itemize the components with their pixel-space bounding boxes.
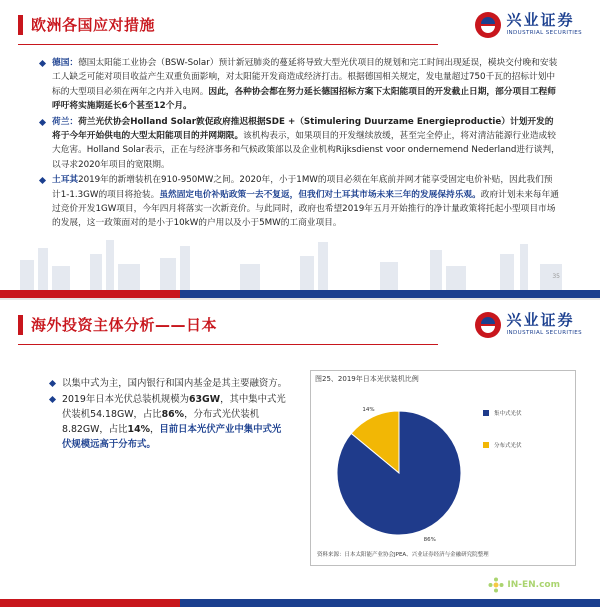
bullet-list (40, 56, 560, 232)
slide-title: 海外投资主体分析——日本 (31, 316, 218, 334)
bullet-item (50, 392, 290, 452)
bullet-text: 该机构表示，如果项目的开发继续放缓，甚至完全停止，将对清洁能源行业造成较大危害。Holland Solar表示，正在与经济事务和气候政策部以及企业机构Rijksdienst voor ondernemend Nederland进行谈判，以寻求2020年项目的宽限期。 (52, 131, 560, 170)
bullet-text: ，分布式光伏装机8.82GW，占比 (62, 409, 260, 435)
bullet-text: 政府计划未来每年通过竞价开发1GW项目，今年四月将落实一次新竞价。与此同时，政府也希望2019年五月开始推行的净计量政策将托起小型项目市场的发展，这一政策面对的是小于10kW的户用以及小于5MW的工商业项目。 (52, 189, 559, 229)
slide-europe-measures (0, 0, 600, 298)
pie-chart-panel (310, 370, 576, 566)
page-number: 35 (552, 273, 560, 280)
footer-bar (0, 290, 600, 298)
company-logo (475, 312, 583, 338)
bullet-text: 虽然固定电价补贴政策一去不复返，但我们对土耳其市场未来三年的发展保持乐观。 (159, 189, 481, 200)
bullet-text: 德国太阳能工业协会（BSW-Solar）预计新冠肺炎的蔓延将导致大型光伏项目的规划和完工时间出现延误，模块交付晚和安装工人缺乏可能对项目收益产生双重负面影响，对太阳能开发商造成经济打击。根据德国相关规定，发电量超过750千瓦的招标计划中标的大型项目必须在两年之内并入电网。 (52, 58, 558, 97)
slide-title: 欧洲各国应对措施 (31, 16, 156, 34)
bullet-item (40, 56, 560, 114)
pie-chart (311, 371, 577, 567)
title-accent-mark (18, 15, 23, 35)
bullet-list (50, 376, 290, 453)
bullet-text: 因此，各种协会都在努力延长德国招标方案下太阳能项目的开发截止日期，部分项目工程师呼吁将实施期延长6个甚至12个月。 (52, 86, 556, 112)
bullet-text: 以集中式为主，国内银行和国内基金是其主要融资方。 (62, 378, 288, 389)
logo-en-text: INDUSTRIAL SECURITIES (506, 330, 582, 337)
legend-swatch (483, 410, 489, 416)
title-rule (18, 344, 438, 345)
bullet-text: 2019年的新增装机在910-950MW之间。2020年，小于1MW的项目必须在年底前并网才能享受固定电价补贴，因此我们预计1-1.3GW的项目将抢装。 (52, 175, 553, 200)
site-watermark (488, 577, 560, 593)
bullet-text: 2019年日本光伏总装机规模为 (62, 394, 189, 405)
bullet-text: ，其中集中式光伏装机54.18GW，占比 (62, 394, 286, 420)
company-logo (475, 12, 583, 38)
legend-swatch (483, 442, 489, 448)
slice-data-label: 86% (423, 537, 436, 544)
bullet-text: 63GW (189, 394, 221, 405)
legend-item (483, 441, 522, 449)
title-rule (18, 44, 438, 45)
chart-title: 图25、2019年日本光伏装机比例 (315, 375, 419, 383)
slice-data-label: 14% (362, 406, 375, 413)
logo-en-text: INDUSTRIAL SECURITIES (506, 30, 582, 37)
sun-flower-icon (488, 577, 504, 593)
bullet-label: 德国： (52, 58, 79, 68)
bullet-item (40, 115, 560, 173)
bullet-item (50, 376, 290, 391)
title-accent-mark (18, 315, 23, 335)
logo-cn-text: 兴业证券 (506, 311, 575, 330)
slide-title-bar (18, 14, 155, 35)
slide-japan-investors (0, 300, 600, 607)
logo-emblem-icon (475, 12, 501, 38)
footer-bar (0, 599, 600, 607)
bullet-text: 86% (161, 409, 185, 420)
logo-cn-text: 兴业证券 (506, 11, 575, 30)
bullet-label: 土耳其 (52, 175, 79, 186)
watermark-text: IN-EN.com (507, 580, 560, 590)
slide-title-bar (18, 314, 217, 335)
legend-label: 集中式光伏 (494, 411, 522, 417)
bullet-text: 目前日本光伏产业中集中式光伏规模远高于分布式。 (62, 424, 282, 450)
bullet-text: 14% (127, 424, 150, 435)
legend-label: 分布式光伏 (494, 443, 522, 449)
city-skyline-icon (0, 220, 600, 290)
bullet-label: 荷兰： (52, 116, 79, 127)
bullet-text: 荷兰光伏协会Holland Solar敦促政府推迟根据SDE +（Stimulering Duurzame Energieproductie）计划开发的将于今年开始供电的大型太阳能项目的并网期限。 (52, 116, 554, 142)
bullet-text: ， (150, 424, 160, 435)
chart-source: 资料来源：日本太阳能产业协会JPEA、兴业证券经济与金融研究院整理 (317, 552, 489, 558)
logo-emblem-icon (475, 312, 501, 338)
legend-item (483, 409, 522, 417)
chart-legend (483, 409, 522, 473)
